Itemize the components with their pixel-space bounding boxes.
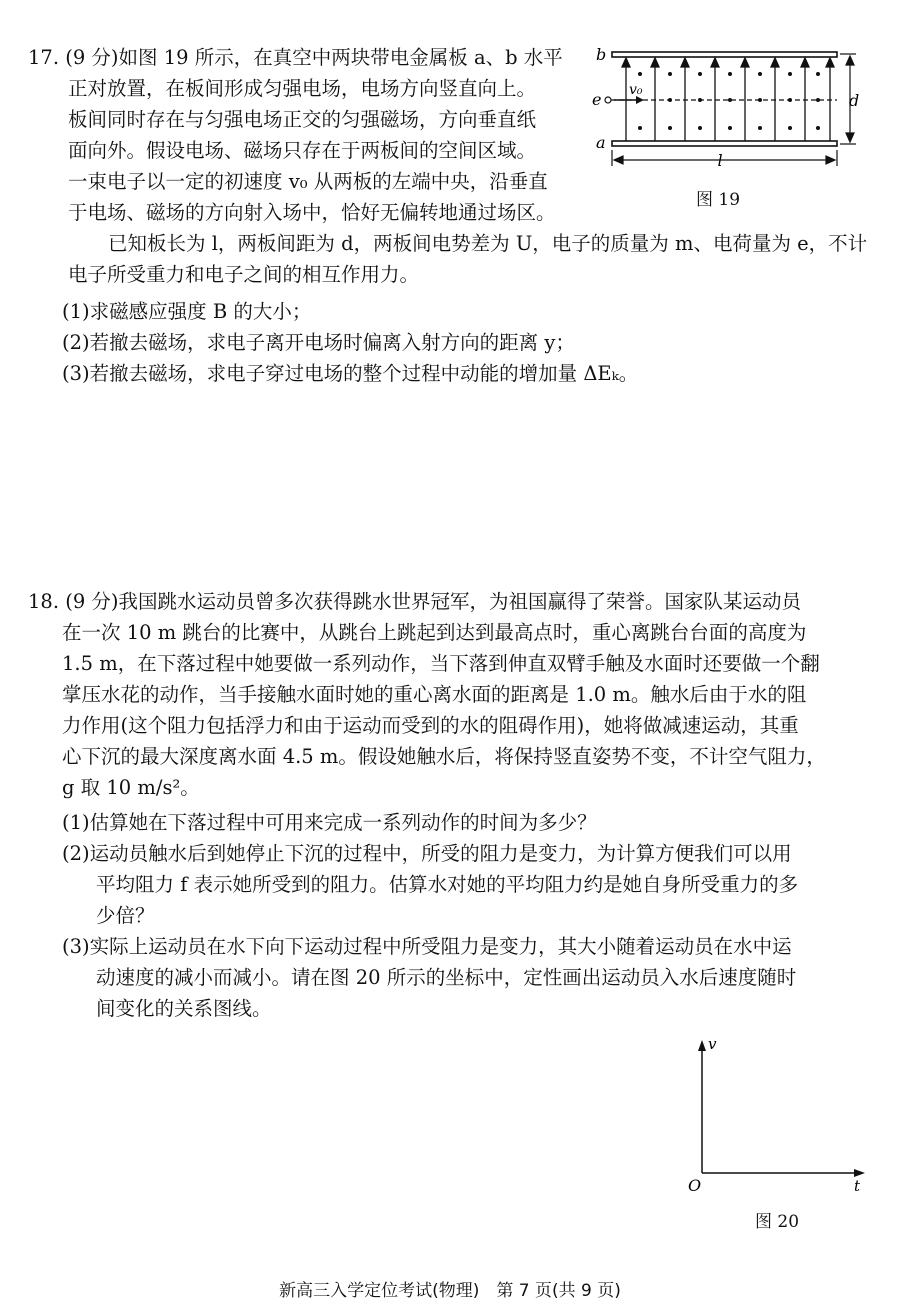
q17-part-3: (3)若撤去磁场，求电子穿过电场的整个过程中动能的增加量 ΔEₖ。 xyxy=(62,362,639,385)
magnetic-field-dots xyxy=(638,72,820,130)
q18-part-2: (2)运动员触水后到她停止下沉的过程中，所受的阻力是变力，为计算方便我们可以用 xyxy=(62,842,792,865)
axis-label-v: v xyxy=(708,1035,717,1053)
q18-part-2-cont: 平均阻力 f 表示她所受到的阻力。估算水对她的平均阻力约是她自身所受重力的多 xyxy=(96,873,799,896)
label-e: e xyxy=(592,90,602,109)
q17-line: 17. (9 分)如图 19 所示，在真空中两块带电金属板 a、b 水平 xyxy=(28,46,563,69)
q17-given-line: 已知板长为 l，两板间距为 d，两板间电势差为 U，电子的质量为 m、电荷量为 e，不计 xyxy=(108,232,868,255)
q18-part-3-cont: 动速度的减小而减小。请在图 20 所示的坐标中，定性画出运动员入水后速度随时 xyxy=(96,966,797,989)
figure-20-caption: 图 20 xyxy=(755,1212,800,1232)
axis-label-t: t xyxy=(854,1177,861,1195)
electron-entry-point xyxy=(605,97,611,103)
label-d: d xyxy=(849,91,860,110)
q18-line: 掌压水花的动作，当手接触水面时她的重心离水面的距离是 1.0 m。触水后由于水的阻 xyxy=(62,683,807,706)
q17-line: 一束电子以一定的初速度 v₀ 从两板的左端中央，沿垂直 xyxy=(68,170,548,193)
v-axis-arrow xyxy=(698,1040,706,1051)
q17-part-2: (2)若撤去磁场，求电子离开电场时偏离入射方向的距离 y； xyxy=(62,331,575,354)
t-axis-arrow xyxy=(854,1169,865,1177)
page-footer: 新高三入学定位考试(物理) 第 7 页(共 9 页) xyxy=(279,1281,621,1301)
label-b: b xyxy=(596,45,607,64)
plate-a xyxy=(612,141,837,146)
origin-label: O xyxy=(688,1176,702,1195)
q18-part-2-cont: 少倍？ xyxy=(96,904,155,927)
q18-part-3: (3)实际上运动员在水下向下运动过程中所受阻力是变力，其大小随着运动员在水中运 xyxy=(62,935,792,958)
q17-given xyxy=(68,228,867,290)
plate-b xyxy=(612,52,837,57)
q17-line: 正对放置，在板间形成匀强电场，电场方向竖直向上。 xyxy=(68,77,537,100)
q17-stem xyxy=(28,42,563,228)
q17-given-line: 电子所受重力和电子之间的相互作用力。 xyxy=(68,263,420,286)
label-a: a xyxy=(596,133,606,152)
q18-line: g 取 10 m/s²。 xyxy=(62,776,200,799)
q18-part-3-cont: 间变化的关系图线。 xyxy=(96,997,272,1020)
q18-stem xyxy=(28,586,826,803)
q17-parts xyxy=(62,296,638,389)
q18-line: 18. (9 分)我国跳水运动员曾多次获得跳水世界冠军，为祖国赢得了荣誉。国家队某运动员 xyxy=(28,590,802,613)
q17-part-1: (1)求磁感应强度 B 的大小； xyxy=(62,300,312,323)
q18-line: 力作用(这个阻力包括浮力和由于运动而受到的水的阻碍作用)，她将做减速运动，其重 xyxy=(62,714,799,737)
q18-part-1: (1)估算她在下落过程中可用来完成一系列动作的时间为多少？ xyxy=(62,811,597,834)
label-l: l xyxy=(717,151,723,170)
q17-line: 于电场、磁场的方向射入场中，恰好无偏转地通过场区。 xyxy=(68,201,556,224)
q18-line: 1.5 m，在下落过程中她要做一系列动作，当下落到伸直双臂手触及水面时还要做一个翻 xyxy=(62,652,820,675)
label-v0: v₀ xyxy=(629,82,643,98)
q17-line: 面向外。假设电场、磁场只存在于两板间的空间区域。 xyxy=(68,139,537,162)
figure-20 xyxy=(688,1035,878,1195)
q18-parts xyxy=(62,807,798,1024)
l-dimension xyxy=(612,150,837,166)
q17-line: 板间同时存在与匀强电场正交的匀强磁场，方向垂直纸 xyxy=(68,108,537,131)
q18-line: 在一次 10 m 跳台的比赛中，从跳台上跳起到达到最高点时，重心离跳台台面的高度为 xyxy=(62,621,807,644)
figure-19-caption: 图 19 xyxy=(696,190,741,210)
q18-line: 心下沉的最大深度离水面 4.5 m。假设她触水后，将保持竖直姿势不变，不计空气阻力， xyxy=(62,745,826,768)
